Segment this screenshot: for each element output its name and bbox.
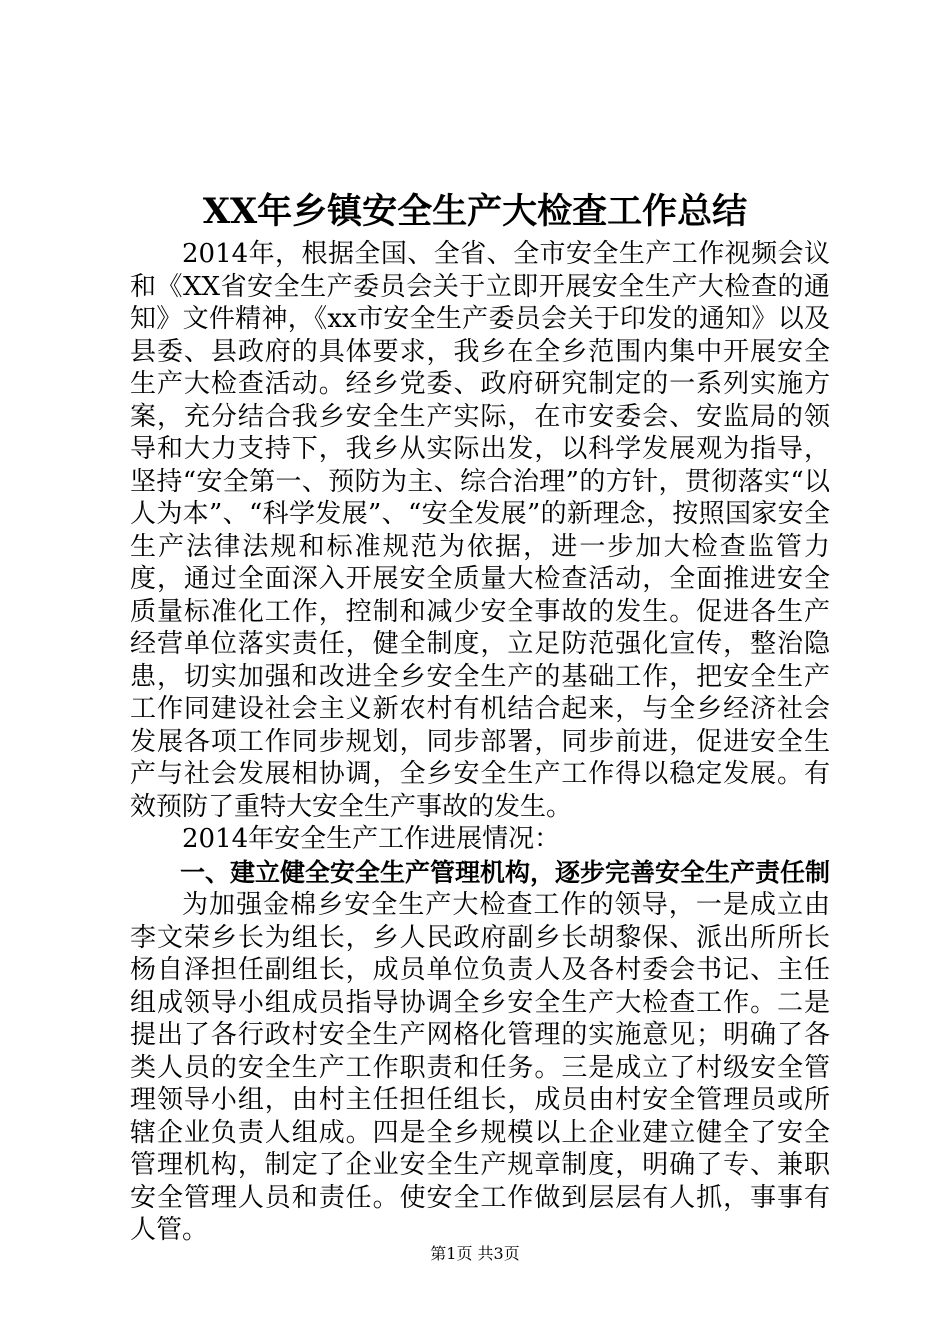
section-paragraph: 为加强金棉乡安全生产大检查工作的领导，一是成立由李文荣乡长为组长，乡人民政府副乡长胡黎保、派出所所长杨自泽担任副组长，成员单位负责人及各村委会书记、主任组成领导小组成员指导协调全乡安全生产大检查工作。二是提出了各行政村安全生产网格化管理的实施意见；明确了各类人员的安全生产工作职责和任务。三是成立了村级安全管理领导小组，由村主任担任组长，成员由村安全管理员或所辖企业负责人组成。四是全乡规模以上企业建立健全了安全管理机构，制定了企业安全生产规章制度，明确了专、兼职安全管理人员和责任。使安全工作做到层层有人抓，事事有人管。 <box>130 890 830 1245</box>
section-heading: 一、建立健全安全生产管理机构，逐步完善安全生产责任制 <box>180 857 831 887</box>
intro-paragraph: 2014年，根据全国、全省、全市安全生产工作视频会议和《XX省安全生产委员会关于立即开展安全生产大检查的通知》文件精神，《xx市安全生产委员会关于印发的通知》以及县委、县政府的具体要求，我乡在全乡范围内集中开展安全生产大检查活动。经乡党委、政府研究制定的一系列实施方案，充分结合我乡安全生产实际，在市安委会、安监局的领导和大力支持下，我乡从实际出发，以科学发展观为指导，坚持“安全第一、预防为主、综合治理”的方针，贯彻落实“以人为本”、“科学发展”、“安全发展”的新理念，按照国家安全生产法律法规和标准规范为依据，进一步加大检查监管力度，通过全面深入开展安全质量大检查活动，全面推进安全质量标准化工作，控制和减少安全事故的发生。促进各生产经营单位落实责任，健全制度，立足防范强化宣传，整治隐患，切实加强和改进全乡安全生产的基础工作，把安全生产工作同建设社会主义新农村有机结合起来，与全乡经济社会发展各项工作同步规划，同步部署，同步前进，促进安全生产与社会发展相协调，全乡安全生产工作得以稳定发展。有效预防了重特大安全生产事故的发生。 <box>130 239 830 822</box>
page-footer: 第1页 共3页 <box>430 1244 520 1263</box>
document-body <box>130 238 830 1247</box>
progress-subheading: 2014年安全生产工作进展情况： <box>182 824 561 854</box>
document-title: XX年乡镇安全生产大检查工作总结 <box>202 191 748 232</box>
